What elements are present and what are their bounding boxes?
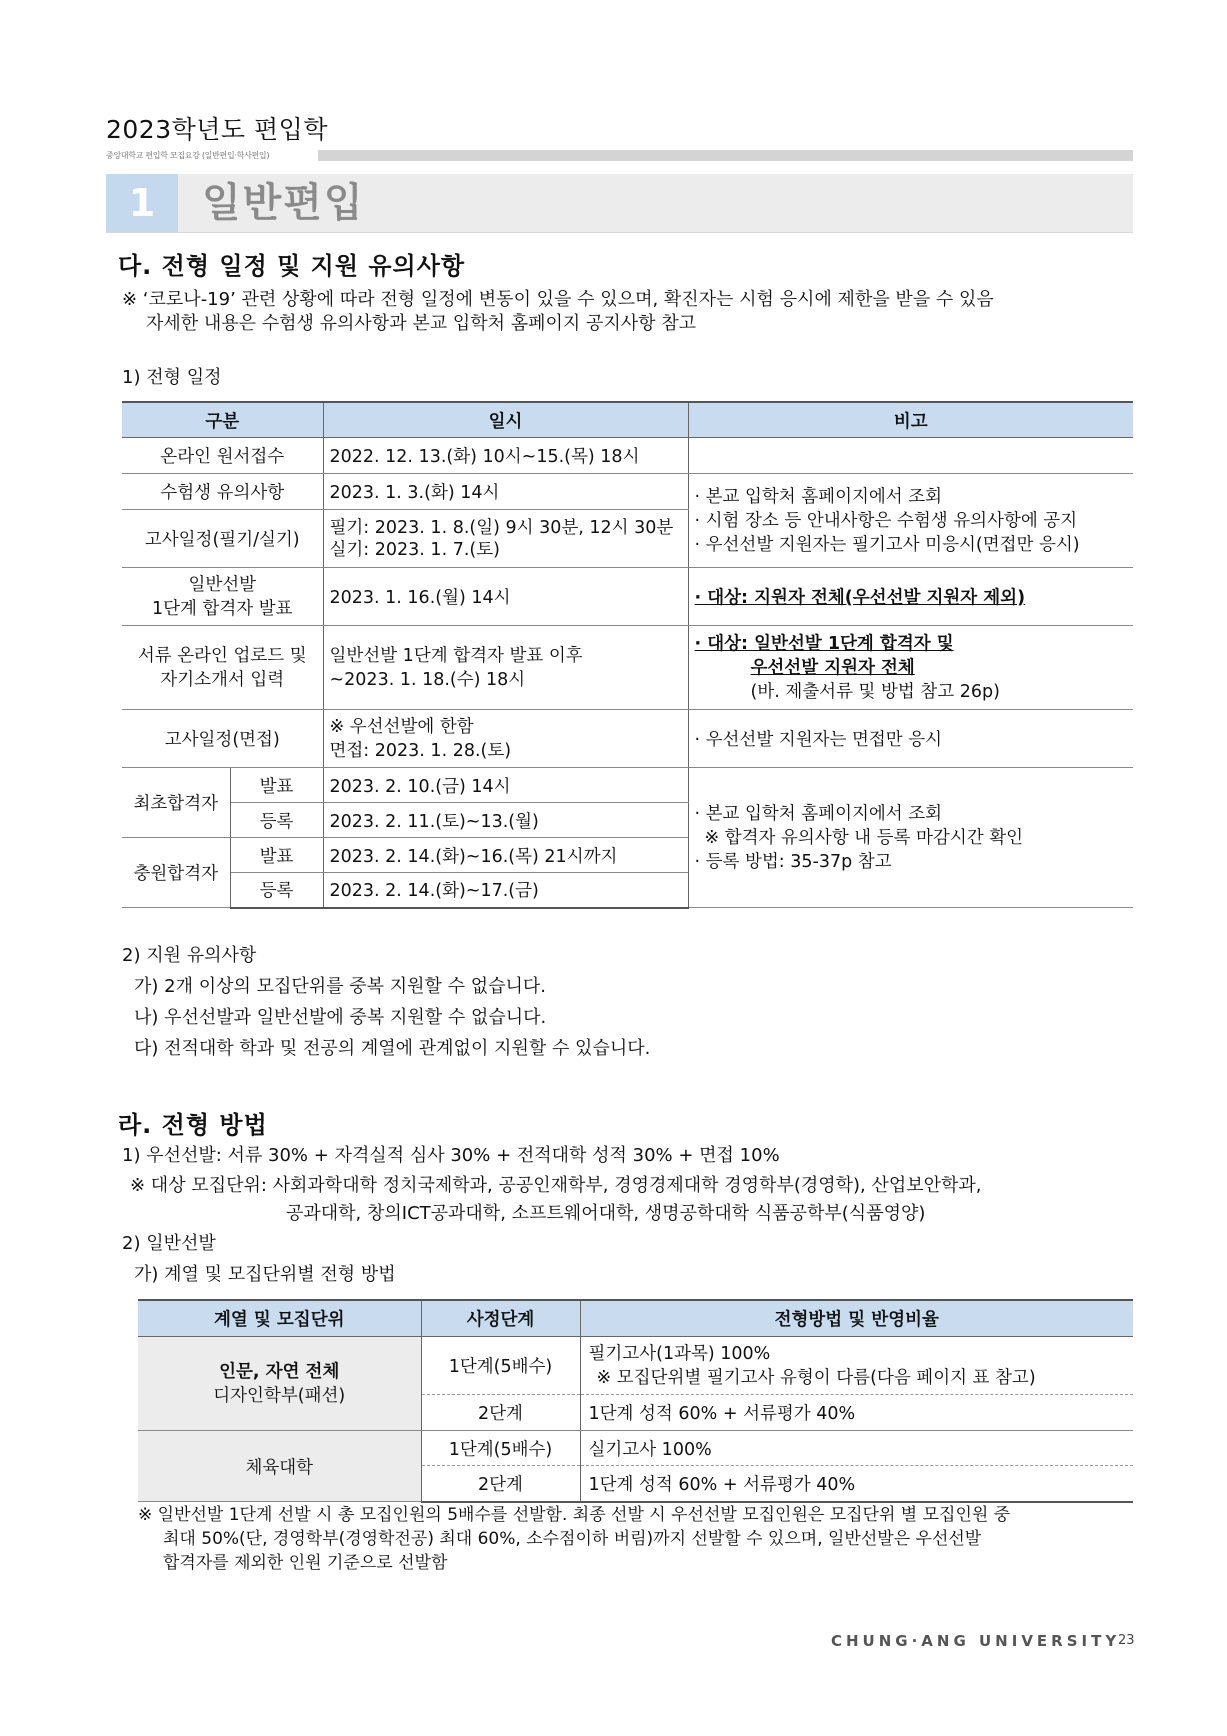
row-remark: · 우선선발 지원자는 면접만 응시 — [688, 710, 1133, 768]
date-line: ~2023. 1. 18.(수) 18시 — [329, 669, 526, 690]
schedule-heading: 다. 전형 일정 및 지원 유의사항 — [118, 252, 466, 280]
label-line: 1단계 합격자 발표 — [151, 598, 293, 619]
method-line: ※ 모집단위별 필기고사 유형이 다름(다음 페이지 표 참고) — [596, 1367, 1036, 1388]
row-label: 최초합격자 — [122, 768, 230, 838]
remark-target: · 대상: 일반선발 1단계 합격자 및 — [694, 633, 954, 654]
footnote-line1: ※ 일반선발 1단계 선발 시 총 모집인원의 5배수를 선발함. 최종 선발 시 우선선발 모집인원은 모집단위 별 모집인원 중 — [138, 1505, 1011, 1525]
target-units-line2: 공과대학, 창의ICT공과대학, 소프트웨어대학, 생명공학대학 식품공학부(식품영양) — [286, 1203, 926, 1224]
rule-item: 가) 2개 이상의 모집단위를 중복 지원할 수 없습니다. — [134, 976, 547, 997]
stage: 2단계 — [421, 1395, 580, 1431]
col-header-stage: 사정단계 — [421, 1300, 580, 1337]
row-date — [323, 510, 688, 568]
method-line: 필기고사(1과목) 100% — [588, 1343, 771, 1364]
remark-target: 우선선발 지원자 전체 — [750, 657, 915, 678]
schedule-table — [122, 401, 1133, 909]
date-line: 필기: 2023. 1. 8.(일) 9시 30분, 12시 30분 — [329, 517, 674, 538]
row-date: 2023. 2. 14.(화)~16.(목) 21시까지 — [323, 838, 688, 873]
row-label: 온라인 원서접수 — [122, 438, 323, 474]
remark-target: · 대상: 지원자 전체(우선선발 지원자 제외) — [694, 588, 1026, 608]
col-header-unit: 계열 및 모집단위 — [138, 1300, 421, 1337]
row-label: 충원합격자 — [122, 838, 230, 908]
method-heading: 라. 전형 방법 — [118, 1111, 268, 1139]
covid-notice-line2: 자세한 내용은 수험생 유의사항과 본교 입학처 홈페이지 공지사항 참고 — [146, 313, 697, 334]
remark-line: · 시험 장소 등 안내사항은 수험생 유의사항에 공지 — [694, 510, 1078, 531]
row-sublabel: 발표 — [230, 768, 323, 803]
target-units-line1: ※ 대상 모집단위: 사회과학대학 정치국제학과, 공공인재학부, 경영경제대학 경영학부(경영학), 산업보안학과, — [130, 1175, 982, 1196]
stage: 1단계(5배수) — [421, 1337, 580, 1395]
row-label — [122, 626, 323, 710]
remark-line: · 등록 방법: 35-37p 참고 — [694, 851, 892, 872]
section-number: 1 — [106, 174, 178, 232]
table-row — [122, 768, 1133, 803]
row-remark — [688, 474, 1133, 568]
rule-item: 다) 전적대학 학과 및 전공의 계열에 관계없이 지원할 수 있습니다. — [134, 1038, 651, 1059]
col-header-method: 전형방법 및 반영비율 — [580, 1300, 1133, 1337]
date-line: 일반선발 1단계 합격자 발표 이후 — [329, 645, 583, 666]
rule-item: 나) 우선선발과 일반선발에 중복 지원할 수 없습니다. — [134, 1007, 547, 1028]
unit-group: 체육대학 — [138, 1431, 421, 1502]
footnote-line2: 최대 50%(단, 경영학부(경영학전공) 최대 60%, 소수점이하 버림)까지 선발할 수 있으며, 일반선발은 우선선발 — [163, 1529, 982, 1549]
method-cell: 1단계 성적 60% + 서류평가 40% — [580, 1466, 1133, 1502]
col-header-remarks: 비고 — [688, 402, 1133, 438]
row-label: 고사일정(면접) — [122, 710, 323, 768]
schedule-subheading: 1) 전형 일정 — [122, 367, 222, 388]
row-remark — [688, 626, 1133, 710]
row-date: 2023. 1. 16.(월) 14시 — [323, 568, 688, 626]
col-header-datetime: 일시 — [323, 402, 688, 438]
label-line: 일반선발 — [188, 574, 257, 595]
row-remark — [688, 568, 1133, 626]
label-line: 자기소개서 입력 — [160, 669, 285, 690]
date-line: 면접: 2023. 1. 28.(토) — [329, 740, 512, 761]
priority-selection: 1) 우선선발: 서류 30% + 자격실적 심사 30% + 전적대학 성적 30% + 면접 10% — [122, 1145, 780, 1166]
table-row — [122, 474, 1133, 510]
header-subtitle: 중앙대학교 편입학 모집요강 (일반편입·학사편입) — [106, 151, 270, 160]
remark-line: · 본교 입학처 홈페이지에서 조회 — [694, 486, 943, 507]
table-row — [122, 626, 1133, 710]
stage: 2단계 — [421, 1466, 580, 1502]
row-date — [323, 710, 688, 768]
row-date — [323, 626, 688, 710]
general-selection: 2) 일반선발 — [122, 1233, 216, 1254]
row-label: 고사일정(필기/실기) — [122, 510, 323, 568]
header-rule — [318, 150, 1133, 161]
covid-notice-line1: ※ ‘코로나-19’ 관련 상황에 따라 전형 일정에 변동이 있을 수 있으며, 확진자는 시험 응시에 제한을 받을 수 있음 — [122, 289, 994, 310]
method-table — [138, 1299, 1133, 1503]
remark-line: · 우선선발 지원자는 필기고사 미응시(면접만 응시) — [694, 534, 1080, 555]
label-line: 서류 온라인 업로드 및 — [137, 645, 307, 666]
row-sublabel: 등록 — [230, 803, 323, 838]
remark-line: ※ 합격자 유의사항 내 등록 마감시간 확인 — [704, 827, 1024, 848]
remark-line: (바. 제출서류 및 방법 참고 26p) — [750, 681, 1000, 702]
table-row — [122, 710, 1133, 768]
date-line: ※ 우선선발에 한함 — [329, 716, 474, 737]
row-sublabel: 등록 — [230, 873, 323, 908]
row-date: 2022. 12. 13.(화) 10시~15.(목) 18시 — [323, 438, 688, 474]
table-row — [138, 1337, 1133, 1395]
row-date: 2023. 1. 3.(화) 14시 — [323, 474, 688, 510]
unit-group — [138, 1337, 421, 1431]
row-date: 2023. 2. 11.(토)~13.(월) — [323, 803, 688, 838]
rules-subheading: 2) 지원 유의사항 — [122, 945, 257, 966]
remark-line: · 본교 입학처 홈페이지에서 조회 — [694, 803, 943, 824]
university-logo-text: CHUNG·ANG UNIVERSITY — [831, 1632, 1121, 1650]
table-row — [122, 568, 1133, 626]
general-subheading: 가) 계열 및 모집단위별 전형 방법 — [134, 1264, 396, 1285]
table-row — [122, 438, 1133, 474]
page-number: 23 — [1118, 1633, 1135, 1648]
date-line: 실기: 2023. 1. 7.(토) — [329, 539, 500, 560]
stage: 1단계(5배수) — [421, 1431, 580, 1466]
section-title: 일반편입 — [202, 180, 365, 226]
method-cell: 실기고사 100% — [580, 1431, 1133, 1466]
row-label: 수험생 유의사항 — [122, 474, 323, 510]
row-remark — [688, 438, 1133, 474]
year-title: 2023학년도 편입학 — [106, 115, 328, 144]
row-remark — [688, 768, 1133, 908]
row-date: 2023. 2. 14.(화)~17.(금) — [323, 873, 688, 908]
method-cell — [580, 1337, 1133, 1395]
row-label — [122, 568, 323, 626]
unit-label: 인문, 자연 전체 — [219, 1361, 340, 1382]
method-cell: 1단계 성적 60% + 서류평가 40% — [580, 1395, 1133, 1431]
row-date: 2023. 2. 10.(금) 14시 — [323, 768, 688, 803]
footnote-line3: 합격자를 제외한 인원 기준으로 선발함 — [163, 1553, 448, 1573]
row-sublabel: 발표 — [230, 838, 323, 873]
table-row — [138, 1431, 1133, 1466]
unit-label: 디자인학부(패션) — [213, 1385, 346, 1406]
col-header-category: 구분 — [122, 402, 323, 438]
